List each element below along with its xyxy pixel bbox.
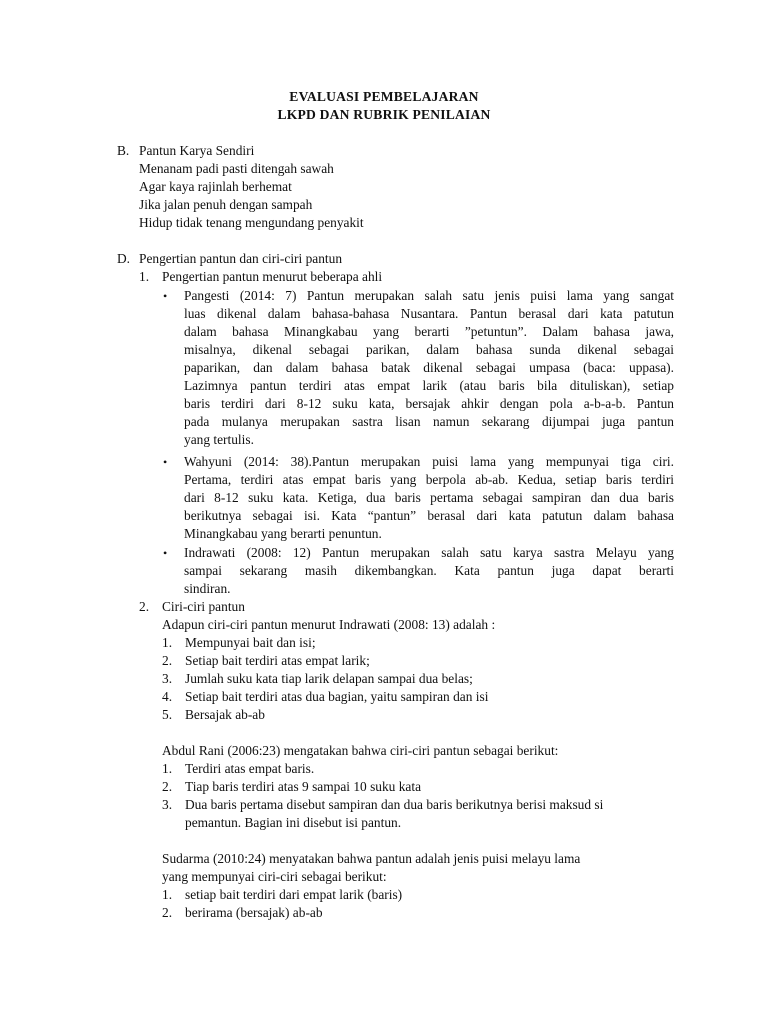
list1-item: Setiap bait terdiri atas empat larik;	[185, 653, 370, 668]
list1-num: 5.	[162, 707, 173, 722]
bullet1-line-6: Lazimnya pantun terdiri atas empat larik (atau baris bila dituliskan), setiap	[184, 378, 674, 393]
bullet-icon: •	[163, 546, 168, 560]
list3-item: berirama (bersajak) ab-ab	[185, 905, 323, 920]
list3-num: 2.	[162, 905, 173, 920]
list1-num: 4.	[162, 689, 173, 704]
list1-num: 1.	[162, 635, 173, 650]
sub2-intro-3-line-2: yang mempunyai ciri-ciri sebagai berikut:	[162, 869, 387, 884]
bullet3-line-1: Indrawati (2008: 12) Pantun merupakan salah satu karya sastra Melayu yang	[184, 545, 674, 560]
bullet1-line-2: luas dikenal dalam bahasa-bahasa Nusantara. Pantun berasal dari kata patutun	[184, 306, 674, 321]
bullet1-line-7: baris terdiri dari 8-12 suku kata, bersajak ahkir dengan pola a-b-a-b. Pantun	[184, 396, 674, 411]
bullet3-line-2: sampai sekarang masih dikembangkan. Kata pantun juga dapat berarti	[184, 563, 674, 578]
pantun-line-1: Menanam padi pasti ditengah sawah	[139, 161, 334, 176]
bullet1-line-4: misalnya, dikenal sebagai parikan, dalam bahasa sunda dikenal sebagai	[184, 342, 674, 357]
doc-title-line-2: LKPD DAN RUBRIK PENILAIAN	[277, 107, 491, 122]
sub1-marker: 1.	[139, 269, 150, 284]
doc-title-line-1: EVALUASI PEMBELAJARAN	[289, 89, 479, 104]
bullet1-line-1: Pangesti (2014: 7) Pantun merupakan salah satu jenis puisi lama yang sangat	[184, 288, 674, 303]
list3-num: 1.	[162, 887, 173, 902]
list1-num: 2.	[162, 653, 173, 668]
section-d-heading: Pengertian pantun dan ciri-ciri pantun	[139, 251, 343, 266]
list2-item-continuation: pemantun. Bagian ini disebut isi pantun.	[185, 815, 402, 830]
section-d-marker: D.	[117, 251, 131, 266]
pantun-line-2: Agar kaya rajinlah berhemat	[139, 179, 292, 194]
sub2-marker: 2.	[139, 599, 150, 614]
list2-item: Tiap baris terdiri atas 9 sampai 10 suku kata	[185, 779, 422, 794]
pantun-line-4: Hidup tidak tenang mengundang penyakit	[139, 215, 364, 230]
list1-num: 3.	[162, 671, 173, 686]
bullet-icon: •	[163, 289, 168, 303]
list1-item: Jumlah suku kata tiap larik delapan sampai dua belas;	[185, 671, 473, 686]
bullet1-line-9: yang tertulis.	[184, 432, 254, 447]
list2-item: Terdiri atas empat baris.	[185, 761, 315, 776]
bullet1-line-8: pada mulanya merupakan sastra lisan namun sekarang dijumpai juga pantun	[184, 414, 674, 429]
bullet2-line-5: Minangkabau yang berarti penuntun.	[184, 526, 382, 541]
bullet1-line-5: paparikan, dan dalam bahasa batak dikenal sebagai umpasa (baca: uppasa).	[184, 360, 674, 375]
bullet3-line-3: sindiran.	[184, 581, 231, 596]
list2-num: 3.	[162, 797, 173, 812]
sub2-intro-3-line-1: Sudarma (2010:24) menyatakan bahwa pantun adalah jenis puisi melayu lama	[162, 851, 581, 866]
section-b-heading: Pantun Karya Sendiri	[139, 143, 255, 158]
bullet1-line-3: dalam bahasa Minangkabau yang berarti ”petuntun”. Dalam bahasa jawa,	[184, 324, 674, 339]
pantun-line-3: Jika jalan penuh dengan sampah	[139, 197, 313, 212]
list1-item: Mempunyai bait dan isi;	[185, 635, 316, 650]
bullet2-line-2: Pertama, terdiri atas empat baris yang berpola ab-ab. Kedua, setiap baris terdiri	[184, 472, 674, 487]
sub2-heading: Ciri-ciri pantun	[162, 599, 245, 614]
list2-item: Dua baris pertama disebut sampiran dan dua baris berikutnya berisi maksud si	[185, 797, 604, 812]
sub1-heading: Pengertian pantun menurut beberapa ahli	[162, 269, 383, 284]
list2-num: 1.	[162, 761, 173, 776]
bullet2-line-4: berikutnya sebagai isi. Kata “pantun” berasal dari kata patutun dalam bahasa	[184, 508, 674, 523]
bullet-icon: •	[163, 455, 168, 469]
list1-item: Bersajak ab-ab	[185, 707, 265, 722]
list1-item: Setiap bait terdiri atas dua bagian, yaitu sampiran dan isi	[185, 689, 489, 704]
sub2-intro-2: Abdul Rani (2006:23) mengatakan bahwa ciri-ciri pantun sebagai berikut:	[162, 743, 559, 758]
sub2-intro-1: Adapun ciri-ciri pantun menurut Indrawati (2008: 13) adalah :	[162, 617, 496, 632]
bullet2-line-1: Wahyuni (2014: 38).Pantun merupakan puisi lama yang mempunyai tiga ciri.	[184, 454, 674, 469]
bullet2-line-3: dari 8-12 suku kata. Ketiga, dua baris pertama sebagai sampiran dan dua baris	[184, 490, 674, 505]
list3-item: setiap bait terdiri dari empat larik (baris)	[185, 887, 403, 902]
section-b-marker: B.	[117, 143, 130, 158]
list2-num: 2.	[162, 779, 173, 794]
